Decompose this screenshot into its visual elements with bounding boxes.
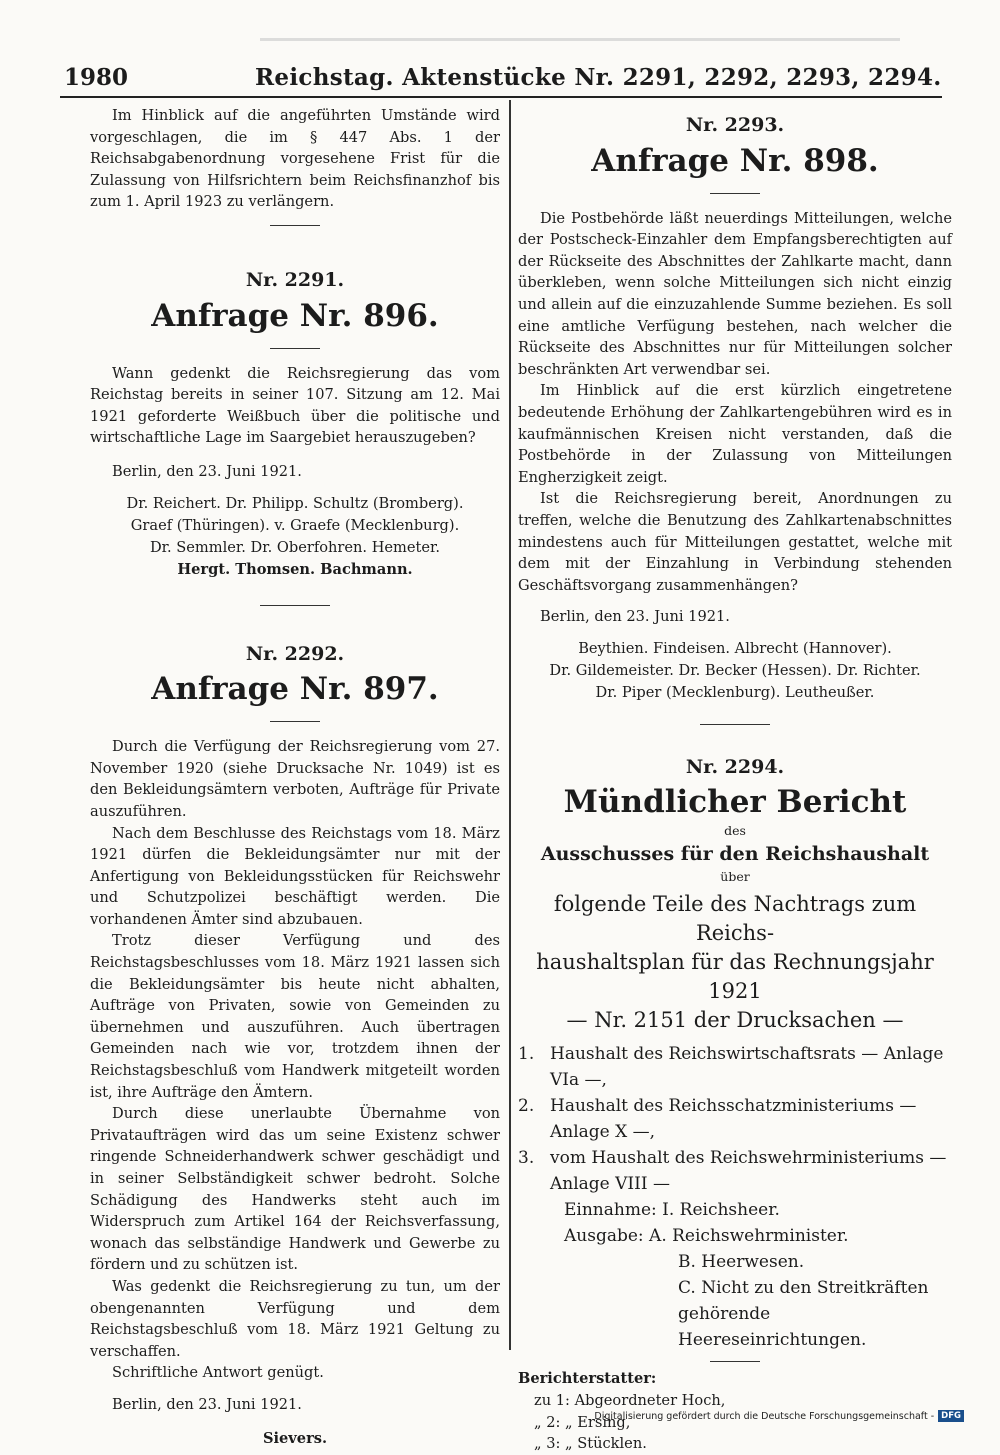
subject-line: haushaltsplan für das Rechnungsjahr 1921 — [536, 950, 934, 1004]
dfg-logo: DFG — [938, 1410, 964, 1422]
running-title: Reichstag. Aktenstücke Nr. 2291, 2292, 2293, 2294. — [255, 64, 942, 91]
item-text: Haushalt des Reichswirtschaftsrats — Anlage VIa —, — [550, 1044, 944, 1091]
divider — [270, 348, 320, 349]
digitization-credit — [594, 1410, 964, 1422]
ausgabe-line: C. Nicht zu den Streitkräften gehörende Heereseinrichtungen. — [678, 1278, 929, 1351]
divider — [710, 1361, 760, 1362]
anfrage-898-p2: Im Hinblick auf die erst kürzlich eingetretene bedeutende Erhöhung der Zahlkartengebühren wird es in kaufmännischen Kreisen nicht verstanden, daß die Postbehörde in der Zulassung von Mitteilungen Engherzigkeit zeigt. — [518, 382, 952, 486]
section-number-2292: Nr. 2292. — [245, 642, 345, 665]
intro-paragraph: Im Hinblick auf die angeführten Umstände wird vorgeschlagen, die im § 447 Abs. 1 der Reichsabgabenordnung vorgesehene Frist für die Zulassung von Hilfsrichtern beim Reichsfinanzhof bis zum 1. April 1923 zu verlängern. — [90, 107, 500, 211]
signatory-line: Beythien. Findeisen. Albrecht (Hannover). — [578, 639, 892, 657]
item-number: 2. — [518, 1096, 535, 1117]
signatory-line: Graef (Thüringen). v. Graefe (Mecklenburg). — [130, 516, 460, 534]
subject-line: — Nr. 2151 der Drucksachen — — [566, 1008, 904, 1033]
list-item — [518, 1145, 952, 1197]
item-number: 3. — [518, 1148, 535, 1169]
date-line: Berlin, den 23. Juni 1921. — [112, 1395, 302, 1413]
budget-item-list — [518, 1041, 952, 1353]
anfrage-897-p3: Trotz dieser Verfügung und des Reichstagsbeschlusses vom 18. März 1921 lassen sich die Bekleidungsämter bis heute nicht abhalten, Aufträge von Privaten, sowie von Gemeinden zu übernehmen und auszuführen. Auch übertragen Gemeinden nach wie vor, trotzdem ihnen der Reichstagsbeschluß vom Handwerk mitgeteilt worden ist, ihre Aufträge den Ämtern. — [90, 932, 500, 1101]
date-line: Berlin, den 23. Juni 1921. — [540, 608, 730, 626]
ueber-word: über — [720, 869, 750, 885]
section-title-2291: Anfrage Nr. 896. — [151, 297, 439, 334]
anfrage-896-text: Wann gedenkt die Reichsregierung das vom Reichstag bereits in seiner 107. Sitzung am 12. Mai 1921 geforderte Weißbuch über die politische und wirtschaftliche Lage im Saargebiet herauszugeben? — [90, 364, 500, 447]
item-number: 1. — [518, 1044, 535, 1065]
divider — [270, 225, 320, 226]
einnahme-line: Einnahme: I. Reichsheer. — [564, 1200, 780, 1221]
anfrage-897-p1: Durch die Verfügung der Reichsregierung vom 27. November 1920 (siehe Drucksache Nr. 1049) ist es den Bekleidungsämtern verboten, Aufträge für Private auszuführen. — [90, 738, 500, 820]
signatory-line: Dr. Gildemeister. Dr. Becker (Hessen). Dr. Richter. — [549, 661, 921, 679]
list-item — [518, 1093, 952, 1145]
right-column — [518, 105, 952, 1455]
committee-name: Ausschusses für den Reichshaushalt — [540, 843, 930, 866]
signatories-2293 — [518, 638, 952, 704]
berichterstatter-heading: Berichterstatter: — [518, 1370, 657, 1388]
section-number-2291: Nr. 2291. — [245, 268, 345, 291]
divider — [270, 721, 320, 722]
signatory-line: Hergt. Thomsen. Bachmann. — [177, 560, 413, 578]
item-text: vom Haushalt des Reichswehrministeriums — Anlage VIII — — [550, 1148, 947, 1195]
scan-artifact — [260, 38, 900, 41]
anfrage-898-p1: Die Postbehörde läßt neuerdings Mitteilungen, welche der Postscheck-Einzahler dem Empfangsberechtigten auf der Rückseite des Abschnittes der Zahlkarte macht, dann überkleben, wenn solche Mitteilungen sich nicht einzig und allein auf die einzuzahlende Summe beziehen. Es soll eine amtliche Verfügung bestehen, nach welcher die Rückseite des Abschnittes nur für Mitteilungen solcher beschränkten Art verwendbar sei. — [518, 209, 952, 378]
item-text: Haushalt des Reichsschatzministeriums — Anlage X —, — [550, 1096, 917, 1143]
left-column — [90, 105, 500, 1449]
anfrage-897-p6: Schriftliche Antwort genügt. — [112, 1364, 324, 1382]
rapporteur-line: „ 3: „ Stücklen. — [534, 1435, 647, 1453]
divider — [700, 724, 770, 725]
ausgabe-line: Ausgabe: A. Reichswehrminister. — [564, 1226, 849, 1247]
signatory-line: Dr. Semmler. Dr. Oberfohren. Hemeter. — [149, 538, 441, 556]
credit-text: Digitalisierung gefördert durch die Deutsche Forschungsgemeinschaft - — [594, 1410, 935, 1422]
column-divider — [509, 100, 511, 1350]
rapporteur-line: zu 1: Abgeordneter Hoch, — [534, 1392, 726, 1410]
signatory-line: Dr. Reichert. Dr. Philipp. Schultz (Bromberg). — [126, 494, 464, 512]
divider — [260, 605, 330, 606]
anfrage-897-p4: Durch diese unerlaubte Übernahme von Privataufträgen wird das um seine Existenz schwer ringende Schneiderhandwerk schwer geschädigt und in seiner Selbständigkeit schwer bedroht. Solche Schädigung des Handwerks steht auch im Widerspruch zum Artikel 164 der Reichsverfassung, wonach das selbständige Handwerk und Gewerbe zu fördern und zu schützen ist. — [90, 1105, 500, 1274]
signatory-line: Dr. Piper (Mecklenburg). Leutheußer. — [595, 683, 875, 701]
section-number-2293: Nr. 2293. — [685, 114, 785, 136]
list-item — [518, 1041, 952, 1093]
ausgabe-line: B. Heerwesen. — [678, 1252, 805, 1273]
divider — [710, 193, 760, 194]
section-title-2294: Mündlicher Bericht — [563, 784, 907, 821]
section-number-2294: Nr. 2294. — [685, 755, 785, 778]
anfrage-897-p2: Nach dem Beschlusse des Reichstags vom 18. März 1921 dürfen die Bekleidungsämter nur mit der Anfertigung von Bekleidungsstücken für Reichswehr und Schutzpolizei beschäftigt werden. Die vorhandenen Ämter sind abzubauen. — [90, 824, 500, 928]
signatories-2291 — [90, 493, 500, 581]
anfrage-898-p3: Ist die Reichsregierung bereit, Anordnungen zu treffen, welche die Benutzung des Zahlkartenabschnittes mindestens auch für Mitteilungen gestattet, welche mit dem mit der Einzahlung in Verbindung stehenden Geschäftsvorgang zusammenhängen? — [518, 490, 952, 594]
date-line: Berlin, den 23. Juni 1921. — [112, 462, 302, 480]
page-header — [60, 62, 942, 98]
section-title-2293: Anfrage Nr. 898. — [591, 142, 879, 179]
anfrage-897-p5: Was gedenkt die Reichsregierung zu tun, um der obengenannten Verfügung und dem Reichstagsbeschluß vom 18. März 1921 Geltung zu verschaffen. — [90, 1277, 500, 1360]
rapporteur-line: „ 2: „ Ersing, — [534, 1413, 631, 1431]
page-number: 1980 — [64, 64, 129, 91]
des-word: des — [724, 823, 746, 839]
signatory: Sievers. — [262, 1429, 328, 1447]
subject-line: folgende Teile des Nachtrags zum Reichs- — [553, 892, 917, 946]
section-title-2292: Anfrage Nr. 897. — [151, 671, 439, 708]
